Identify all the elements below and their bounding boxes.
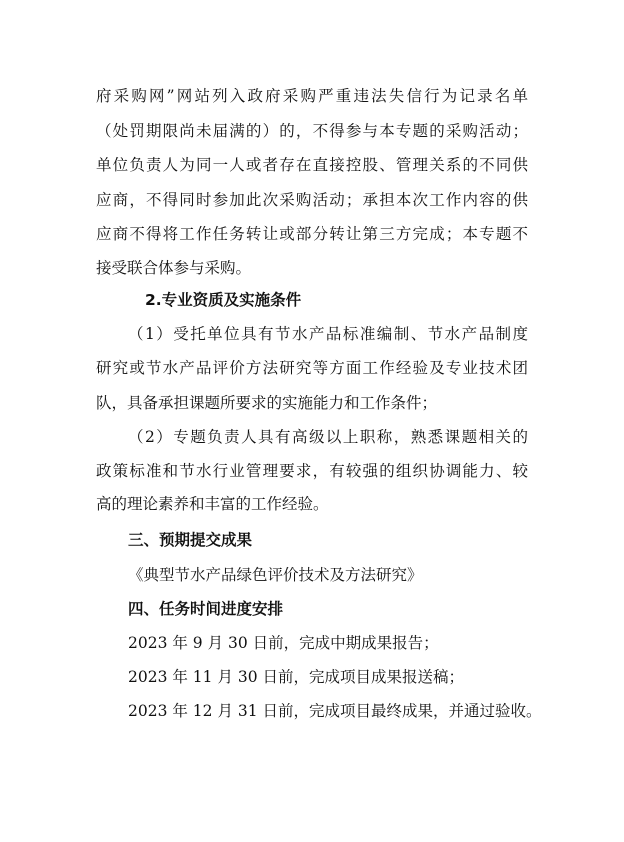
body-line: （处罚期限尚未届满的）的，不得参与本专题的采购活动； xyxy=(96,122,528,140)
schedule-item: 2023 年 9 月 30 日前，完成中期成果报告； xyxy=(128,634,439,652)
body-line: 接受联合体参与采购。 xyxy=(96,259,252,277)
body-line: 应商，不得同时参加此次采购活动；承担本次工作内容的供 xyxy=(96,191,528,209)
item-line: 政策标准和节水行业管理要求，有较强的组织协调能力、较 xyxy=(96,462,528,480)
body-line: 府采购网”网站列入政府采购严重违法失信行为记录名单 xyxy=(96,87,528,105)
item-line: 研究或节水产品评价方法研究等方面工作经验及专业技术团 xyxy=(96,359,528,377)
deliverable-title: 《典型节水产品绿色评价技术及方法研究》 xyxy=(128,566,423,584)
section-heading: 四、任务时间进度安排 xyxy=(128,600,284,618)
schedule-item: 2023 年 11 月 30 日前，完成项目成果报送稿； xyxy=(128,668,465,686)
body-line: 应商不得将工作任务转让或部分转让第三方完成；本专题不 xyxy=(96,225,528,243)
item-line: 队，具备承担课题所要求的实施能力和工作条件； xyxy=(96,394,438,412)
subheading: 2.专业资质及实施条件 xyxy=(145,291,302,309)
item-line: （1）受托单位具有节水产品标准编制、节水产品制度 xyxy=(128,325,528,343)
body-line: 单位负责人为同一人或者存在直接控股、管理关系的不同供 xyxy=(96,156,528,174)
item-line: （2）专题负责人具有高级以上职称，熟悉课题相关的 xyxy=(128,428,528,446)
schedule-item: 2023 年 12 月 31 日前，完成项目最终成果，并通过验收。 xyxy=(128,702,542,720)
section-heading: 三、预期提交成果 xyxy=(128,531,253,549)
item-line: 高的理论素养和丰富的工作经验。 xyxy=(96,495,329,513)
